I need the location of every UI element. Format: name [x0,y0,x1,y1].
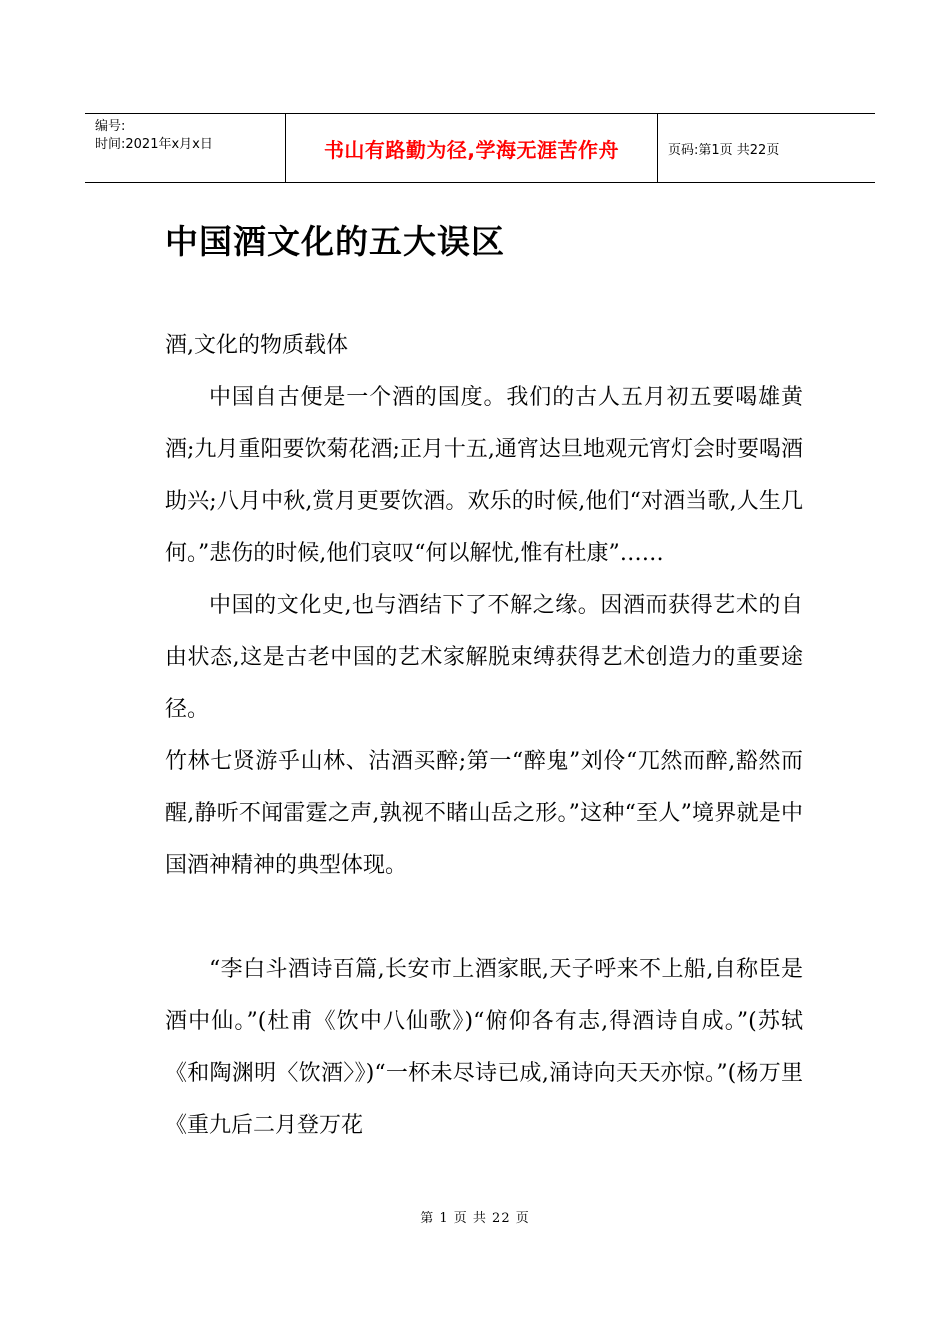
header-page-info [658,114,875,182]
page-info-text: 页码:第1页 共22页 [668,142,780,158]
page-footer: 第 1 页 共 22 页 [420,1211,530,1226]
document-header [85,113,875,183]
header-meta [85,114,285,182]
section-heading: 酒,文化的物质载体 [165,333,348,358]
paragraph: 竹林七贤游乎山林、沽酒买醉;第一“醉鬼”刘伶“兀然而醉,豁然而醒,静听不闻雷霆之声,孰视不睹山岳之形。”这种“至人”境界就是中国酒神精神的典型体现。 [165,749,803,878]
time-label: 时间:2021年x月x日 [95,137,213,152]
paragraph: 中国的文化史,也与酒结下了不解之缘。因酒而获得艺术的自由状态,这是古老中国的艺术家解脱束缚获得艺术创造力的重要途径。 [165,593,803,722]
paragraph: “李白斗酒诗百篇,长安市上酒家眠,天子呼来不上船,自称臣是酒中仙。”(杜甫《饮中八仙歌》)“俯仰各有志,得酒诗自成。”(苏轼《和陶渊明〈饮酒〉》)“一杯未尽诗已成,涌诗向天天亦惊。”(杨万里《重九后二月登万花 [165,957,803,1138]
document-title: 中国酒文化的五大误区 [165,222,505,261]
document-body [165,320,803,1152]
header-motto-cell [285,114,658,182]
paragraph: 中国自古便是一个酒的国度。我们的古人五月初五要喝雄黄酒;九月重阳要饮菊花酒;正月十五,通宵达旦地观元宵灯会时要喝酒助兴;八月中秋,赏月更要饮酒。欢乐的时候,他们“对酒当歌,人生几何。”悲伤的时候,他们哀叹“何以解忧,惟有杜康”…… [165,385,803,566]
motto-text: 书山有路勤为径,学海无涯苦作舟 [323,137,620,162]
number-label: 编号: [95,119,126,134]
